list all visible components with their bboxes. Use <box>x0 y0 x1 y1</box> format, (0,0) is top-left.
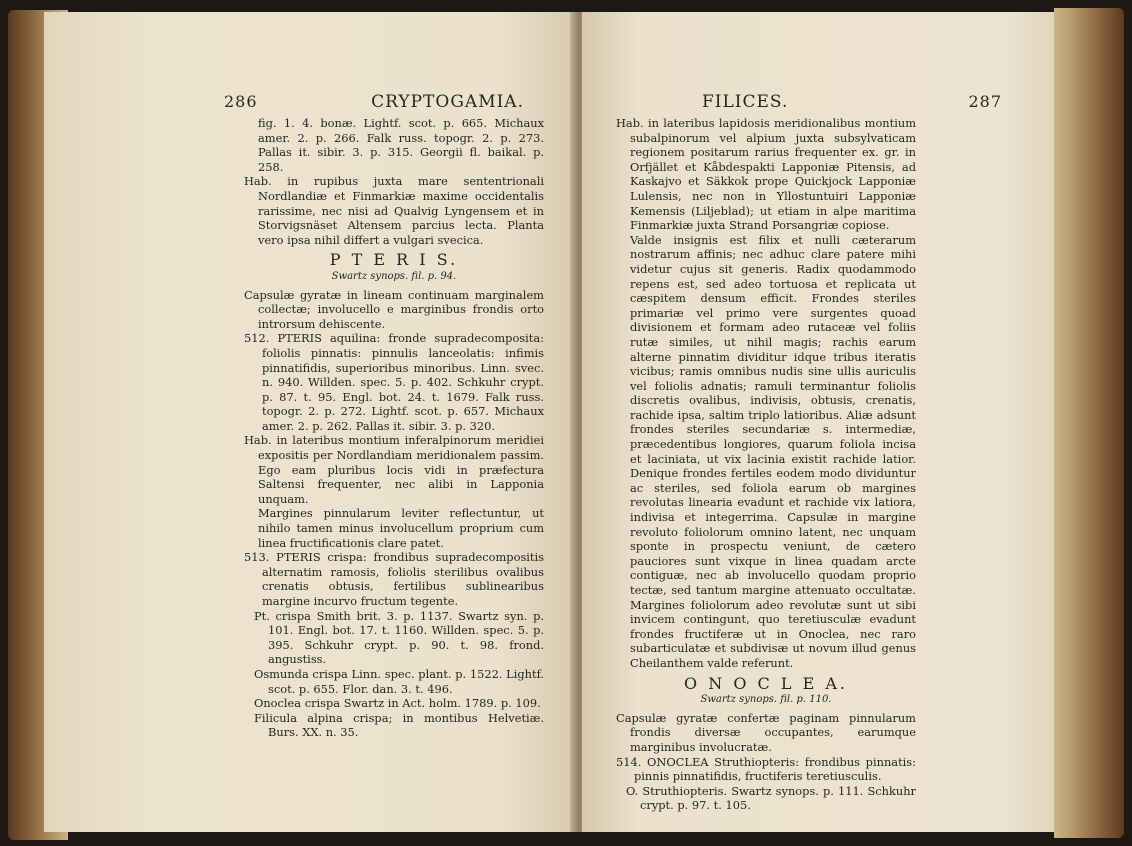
text-line: Hab. in rupibus juxta mare sententrionali Nordlandiæ et Finmarkiæ maxime occidentalis rarissime, nec nisi ad Qualvig Lyngensem et in Storvigsnäset Altensem parcius lecta. Planta vero ipsa nihil differt a vulgari svecica. <box>244 174 544 247</box>
left-page-number: 286 <box>224 92 258 111</box>
left-page <box>44 12 576 832</box>
right-running-title: FILICES. <box>702 92 789 112</box>
text-line: Capsulæ gyratæ confertæ paginam pinnularum frondis diversæ occupantes, earumque marginibus involucratæ. <box>616 710 916 754</box>
species-entry: 512. PTERIS aquilina: fronde supradecomposita: foliolis pinnatis: pinnulis lanceolatis: infimis pinnatifidis, superioribus minoribus. Linn. svec. n. 940. Willden. spec. 5. p. 402. Schkuhr crypt. p. 87. t. 95. Engl. bot. 24. t. 1679. Falk russ. topogr. 2. p. 272. Lightf. scot. p. 657. Michaux amer. 2. p. 262. Pallas it. sibir. 3. p. 320. <box>244 331 544 433</box>
genus-heading: O N O C L E A. <box>684 673 848 693</box>
text-line: fig. 1. 4. bonæ. Lightf. scot. p. 665. Michaux amer. 2. p. 266. Falk russ. topogr. 2. p. 273. Pallas it. sibir. 3. p. 315. Georgii fl. baikal. p. 258. <box>258 116 544 174</box>
right-book-edge <box>1054 8 1124 838</box>
text-line: Hab. in lateribus lapidosis meridionalibus montium subalpinorum vel alpium juxta subsylvaticam regionem positarum rarius frequenter ex. gr. in Orfjället et Kåbdespakti Lapponiæ Pitensis, ad Kaskajvo et Säkkok prope Quickjock Lapponiæ Lulensis, nec non in Yllostuntuiri Lapponiæ Kemensis (Liljeblad); ut etiam in alpe maritima Finmarkiæ juxta Strand Porsangriæ copiose. <box>616 116 916 233</box>
text-line: Capsulæ gyratæ in lineam continuam marginalem collectæ; involucello e marginibus frondis orto introrsum dehiscente. <box>244 287 544 331</box>
text-line: Valde insignis est filix et nulli cæterarum nostrarum affinis; nec adhuc clare patere mihi videtur cujus sit generis. Radix quodammodo repens est, sed adeo tortuosa et replicata ut cæspitem densum efficit. Frondes steriles primariæ vel primo vere surgentes quoad divisionem et formam adeo rutaceæ vel foliis rutæ similes, ut nihil magis; rachis earum alterne pinnatim dividitur idque tribus iteratis vicibus; ramis omnibus nudis sine ullis auriculis vel foliolis adnatis; ramuli terminantur foliolis discretis ovalibus, indivisis, obtusis, crenatis, rachide ipsa, saltim triplo latioribus. Aliæ adsunt frondes steriles secundariæ s. intermediæ, præcedentibus longiores, quarum foliola incisa et laciniata, ut vix lacinia existit rachide latior. Denique frondes fertiles eodem modo dividuntur ac steriles, sed foliola earum ob margines revolutas linearia evadunt et rachide vix latiora, indivisa et integerrima. Capsulæ in margine revoluto foliolorum omnino latent, nec unquam sponte in prospectu veniunt, de cætero pauciores sunt vixque in linea quadam arcte contiguæ, nec ab involucello quodam proprio tectæ, sed tantum margine attenuato occultatæ. Margines foliolorum adeo revolutæ sunt ut sibi invicem contingunt, quo teretiusculæ evadunt frondes fructiferæ ut in Onoclea, nec raro subarticulatæ et subdivisæ ut novum illud genus Cheilanthem valde referunt. <box>630 232 916 670</box>
left-running-title: CRYPTOGAMIA. <box>371 92 524 112</box>
species-entry: 513. PTERIS crispa: frondibus supradecompositis alternatim ramosis, foliolis sterilibus ovalibus crenatis obtusis, fertilibus sublinearibus margine incurvo fructum tegente. <box>244 550 544 608</box>
citation-line: Pt. crispa Smith brit. 3. p. 1137. Swartz syn. p. 101. Engl. bot. 17. t. 1160. Willden. spec. 5. p. 395. Schkuhr crypt. p. 90. t. 98. frond. angustiss. <box>254 608 544 667</box>
genus-authority: Swartz synops. fil. p. 94. <box>331 270 457 282</box>
left-running-head <box>224 92 524 112</box>
text-line: Hab. in lateribus montium inferalpinorum meridiei expositis per Nordlandiam meridionalem passim. Ego eam pluribus locis vidi in præfectura Saltensi frequenter, nec alibi in Lapponia unquam. <box>244 433 544 506</box>
right-running-head <box>702 92 1002 112</box>
genus-authority: Swartz synops. fil. p. 110. <box>700 694 832 706</box>
genus-heading: P T E R I S. <box>329 250 459 270</box>
right-page-number: 287 <box>968 92 1002 111</box>
text-line: Margines pinnularum leviter reflectuntur, ut nihilo tamen minus involucellum proprium cum linea fructificationis clare patet. <box>258 506 544 550</box>
citation-line: Osmunda crispa Linn. spec. plant. p. 1522. Lightf. scot. p. 655. Flor. dan. 3. t. 496. <box>254 666 544 696</box>
species-entry: 514. ONOCLEA Struthiopteris: frondibus pinnatis: pinnis pinnatifidis, fructiferis teretiusculis. <box>616 754 916 784</box>
citation-line: Filicula alpina crispa; in montibus Helvetiæ. Burs. XX. n. 35. <box>254 710 544 740</box>
right-page-body <box>616 116 916 813</box>
citation-line: O. Struthiopteris. Swartz synops. p. 111. Schkuhr crypt. p. 97. t. 105. <box>626 783 916 813</box>
right-page <box>582 12 1054 832</box>
citation-line: Onoclea crispa Swartz in Act. holm. 1789. p. 109. <box>254 696 541 711</box>
left-page-body <box>244 116 544 740</box>
